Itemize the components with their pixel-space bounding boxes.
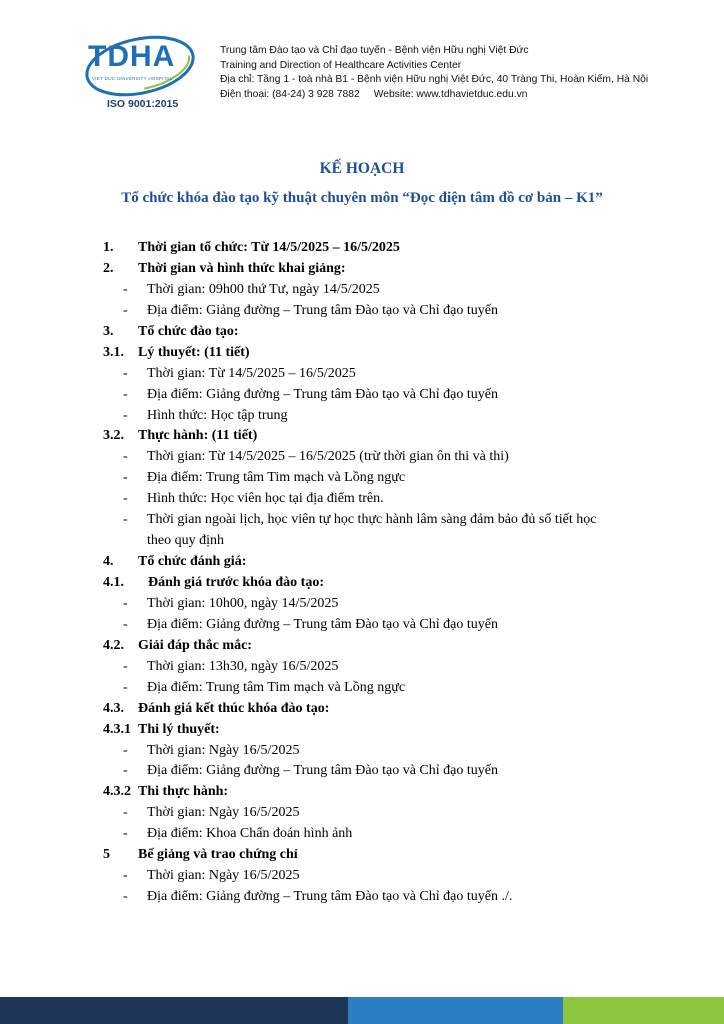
- section-heading: Giải đáp thắc mắc:: [138, 637, 252, 653]
- footer-color-bar: [0, 997, 724, 1024]
- list-item: - Địa điểm: Trung tâm Tim mạch và Lồng ngực: [123, 679, 406, 695]
- section-4-3: [103, 699, 663, 720]
- section-heading: Đánh giá trước khóa đào tạo:: [148, 575, 324, 590]
- section-3: [103, 322, 663, 343]
- section-number: 3.1.: [103, 344, 124, 360]
- logo-wordmark: TDHA: [88, 40, 176, 73]
- letterhead-website[interactable]: Website: www.tdhavietduc.edu.vn: [373, 88, 528, 100]
- letterhead-phone: Điện thoại: (84-24) 3 928 7882: [220, 88, 360, 100]
- section-3-2: [103, 426, 663, 447]
- list-item: - Địa điểm: Giảng đường – Trung tâm Đào tạo và Chỉ đạo tuyến: [123, 386, 498, 402]
- letterhead-name-vi: Trung tâm Đào tạo và Chỉ đạo tuyến - Bệnh viện Hữu nghị Việt Đức: [220, 45, 529, 56]
- list-item: - Thời gian: Ngày 16/5/2025: [123, 742, 300, 758]
- section-4-3-1: [103, 720, 663, 741]
- section-number: 4.2.: [103, 637, 124, 653]
- section-number: 4.3.: [103, 700, 124, 716]
- list-item: - Thời gian: Từ 14/5/2025 – 16/5/2025: [123, 365, 356, 381]
- section-heading: Tổ chức đánh giá:: [138, 554, 247, 570]
- section-number: 3.: [103, 323, 114, 339]
- list-item: - Thời gian: 10h00, ngày 14/5/2025: [123, 595, 339, 611]
- document-subtitle: Tổ chức khóa đào tạo kỹ thuật chuyên môn “Đọc điện tâm đồ cơ bản – K1”: [121, 190, 603, 206]
- section-number: 3.2.: [103, 428, 124, 444]
- section-heading: Thi lý thuyết:: [138, 721, 220, 737]
- list-item: - Thời gian: Từ 14/5/2025 – 16/5/2025 (trừ thời gian ôn thi và thi): [123, 449, 509, 465]
- list-item: - Địa điểm: Giảng đường – Trung tâm Đào tạo và Chỉ đạo tuyến ./.: [123, 889, 513, 905]
- list-item: - Địa điểm: Trung tâm Tim mạch và Lồng ngực: [123, 470, 406, 486]
- section-number: 4.3.2: [103, 784, 131, 800]
- list-item: - Thời gian: 13h30, ngày 16/5/2025: [123, 658, 339, 674]
- footer-bar-blue: [348, 997, 563, 1024]
- section-4-3-2: [103, 782, 663, 803]
- section-4: [103, 552, 663, 573]
- list-item: - Thời gian: Ngày 16/5/2025: [123, 805, 300, 821]
- list-item: - Địa điểm: Khoa Chẩn đoán hình ảnh: [123, 826, 353, 842]
- list-item: - Thời gian: 09h00 thứ Tư, ngày 14/5/2025: [123, 281, 380, 297]
- list-item: - Địa điểm: Giảng đường – Trung tâm Đào tạo và Chỉ đạo tuyến: [123, 763, 498, 779]
- section-4-2: [103, 636, 663, 657]
- list-item: - Địa điểm: Giảng đường – Trung tâm Đào tạo và Chỉ đạo tuyến: [123, 302, 498, 318]
- list-item-continuation: theo quy định: [147, 533, 224, 549]
- plan-body: [103, 238, 663, 908]
- document-title: KẾ HOẠCH: [319, 160, 405, 177]
- section-number: 1.: [103, 240, 114, 255]
- section-heading: Lý thuyết: (11 tiết): [138, 344, 250, 360]
- list-item: - Hình thức: Học viên học tại địa điểm trên.: [123, 491, 384, 507]
- section-5: [103, 845, 663, 866]
- list-item: - Thời gian: Ngày 16/5/2025: [123, 868, 300, 884]
- list-item: - Hình thức: Học tập trung: [123, 407, 288, 423]
- section-number: 4.: [103, 554, 114, 570]
- section-number: 4.1.: [103, 575, 124, 590]
- footer-bar-green: [563, 997, 724, 1024]
- section-heading: Thực hành: (11 tiết): [138, 428, 258, 444]
- section-heading: Thời gian và hình thức khai giảng:: [138, 260, 346, 276]
- letterhead-address: Địa chỉ: Tầng 1 - toà nhà B1 - Bệnh viện Hữu nghị Việt Đức, 40 Tràng Thi, Hoàn Kiếm, Hà Nội: [220, 74, 649, 85]
- section-1: [103, 238, 663, 259]
- section-4-1: [103, 573, 663, 594]
- section-heading: Thời gian tổ chức: Từ 14/5/2025 – 16/5/2025: [138, 240, 400, 255]
- list-item: - Thời gian ngoài lịch, học viên tự học thực hành lâm sàng đảm bảo đủ số tiết học: [123, 512, 597, 528]
- list-item: - Địa điểm: Giảng đường – Trung tâm Đào tạo và Chỉ đạo tuyến: [123, 616, 498, 632]
- footer-bar-dark: [0, 997, 348, 1024]
- iso-badge: ISO 9001:2015: [107, 98, 179, 110]
- section-heading: Bế giảng và trao chứng chỉ: [138, 847, 298, 863]
- section-heading: Tổ chức đào tạo:: [138, 323, 239, 339]
- section-heading: Đánh giá kết thúc khóa đào tạo:: [138, 700, 330, 716]
- section-number: 2.: [103, 260, 114, 276]
- section-2: [103, 259, 663, 280]
- section-3-1: [103, 343, 663, 364]
- section-heading: Thi thực hành:: [138, 784, 229, 800]
- letterhead-name-en: Training and Direction of Healthcare Activities Center: [220, 59, 462, 71]
- section-number: 5: [103, 847, 110, 863]
- letterhead: [220, 44, 648, 102]
- section-number: 4.3.1: [103, 721, 131, 737]
- logo-subtext: VIET DUC UNIVERSITY HOSPITAL: [92, 76, 173, 81]
